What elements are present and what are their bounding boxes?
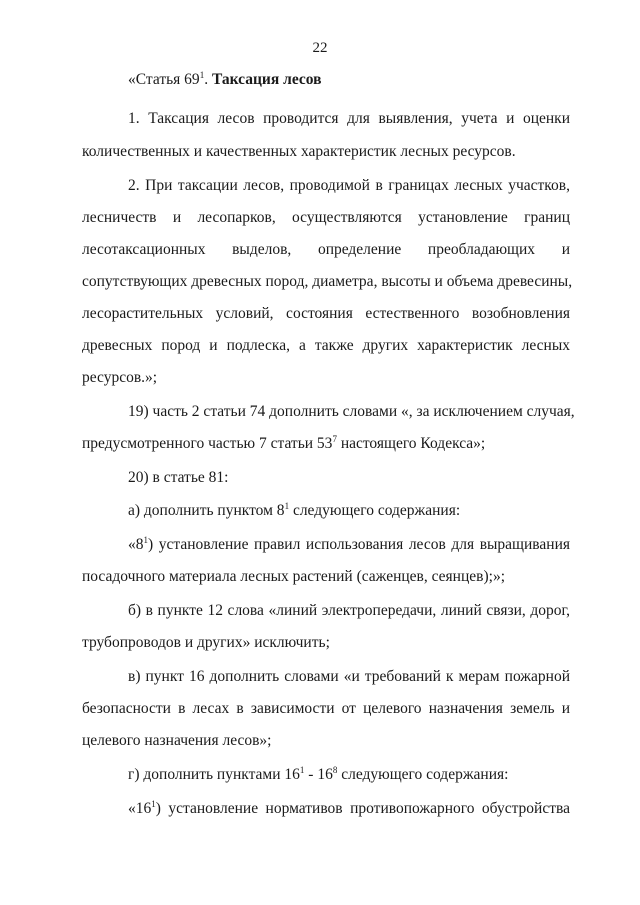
sub-item-a-superscript: 1 (284, 500, 290, 511)
paragraph-2-line-5: лесорастительных условий, состояния естественного возобновления (82, 305, 570, 322)
paragraph-1-line-2: количественных и качественных характеристик лесных ресурсов. (82, 143, 516, 160)
sub-item-v-line-1: в) пункт 16 дополнить словами «и требований к мерам пожарной (128, 668, 570, 685)
article-superscript: 1 (199, 69, 205, 80)
sub-item-v-line-3: целевого назначения лесов»; (82, 732, 272, 749)
item-19-line-2 (82, 434, 570, 454)
article-title: Таксация лесов (211, 71, 322, 88)
point-8-1-text-b: ) установление правил использования лесов для выращивания (148, 536, 570, 553)
paragraph-2-line-1: 2. При таксации лесов, проводимой в границах лесных участков, (128, 177, 570, 194)
sub-item-g-text-mid: - 16 (304, 766, 333, 783)
page-number: 22 (312, 40, 328, 56)
sub-item-g-text-b: следующего содержания: (337, 766, 509, 783)
item-19-line-1: 19) часть 2 статьи 74 дополнить словами «, за исключением случая, (128, 403, 575, 420)
sub-item-g (128, 765, 570, 785)
point-8-1-line-2: посадочного материала лесных растений (саженцев, сеянцев);»; (82, 568, 505, 585)
point-8-1-text-a: «8 (128, 536, 144, 553)
paragraph-2-line-3: лесотаксационных выделов, определение преобладающих и (82, 241, 570, 258)
sub-item-v-line-2: безопасности в лесах в зависимости от целевого назначения земель и (82, 700, 570, 717)
sub-item-g-text-a: г) дополнить пунктами 16 (128, 766, 300, 783)
point-16-1-text-a: «16 (128, 800, 152, 817)
paragraph-2-line-6: древесных пород и подлеска, а также других характеристик лесных (82, 337, 570, 354)
article-heading (128, 70, 570, 90)
paragraph-1-line-1: 1. Таксация лесов проводится для выявления, учета и оценки (128, 110, 570, 127)
sub-item-a (128, 501, 570, 521)
point-8-1-superscript: 1 (143, 534, 148, 545)
article-prefix: «Статья 69 (128, 71, 200, 88)
sub-item-a-text-a: а) дополнить пунктом 8 (128, 502, 285, 519)
item-19-text-a: предусмотренного частью 7 статьи 53 (82, 435, 333, 452)
paragraph-2-line-4: сопутствующих древесных пород, диаметра, высоты и объема древесины, (82, 273, 573, 290)
point-16-1-line-1 (128, 799, 570, 819)
point-8-1-line-1 (128, 535, 570, 555)
sub-item-a-text-b: следующего содержания: (289, 502, 461, 519)
sub-item-g-superscript-1: 1 (299, 764, 305, 775)
point-16-1-text-b: ) установление нормативов противопожарного обустройства (155, 800, 570, 817)
point-16-1-superscript: 1 (151, 798, 156, 809)
paragraph-2-line-7: ресурсов.»; (82, 369, 158, 386)
item-19-text-b: настоящего Кодекса»; (336, 435, 486, 452)
item-19-superscript: 7 (332, 433, 337, 444)
sub-item-g-superscript-2: 8 (332, 764, 338, 775)
article-dot: . (204, 71, 212, 88)
paragraph-2-line-2: лесничеств и лесопарков, осуществляются установление границ (82, 209, 570, 226)
item-20: 20) в статье 81: (128, 469, 229, 486)
sub-item-b-line-2: трубопроводов и других» исключить; (82, 634, 330, 651)
sub-item-b-line-1: б) в пункте 12 слова «линий электропередачи, линий связи, дорог, (128, 602, 570, 619)
